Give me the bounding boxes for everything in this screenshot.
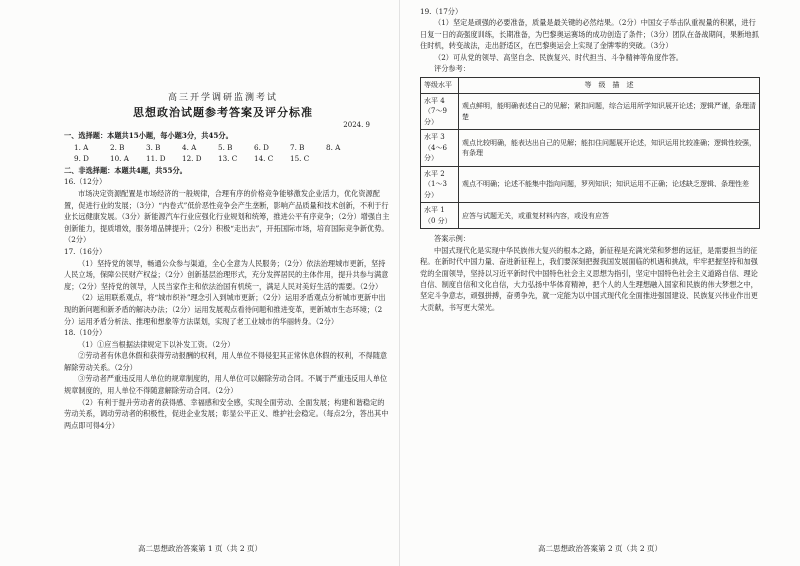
exam-date: 2024. 9 xyxy=(343,121,370,129)
level-name: 水平 1 xyxy=(424,206,445,215)
q17-answer-2: （2）运用联系观点，将“城市织补”理念引入到城市更新；（2分）运用矛盾观点分析城市更新中出现的新问题和新矛盾的解决办法；（2分）运用发展观点看待问题和推进变革，更新城市生态环境；（2分）运用矛盾分析法、推理和想象等方法谋划，实现了老工业城市的华丽转身。（2分） xyxy=(64,293,386,326)
rubric-desc: 观点不明确；论述不能集中指向问题，罗列知识；知识运用不正确；论述缺乏逻辑、条理性差 xyxy=(459,166,760,203)
mc-answer: 14. C xyxy=(254,154,274,164)
rubric-row xyxy=(421,203,760,229)
q16-answer: 市场决定资源配置是市场经济的一般规律，合理有序的价格竞争能够激发企业活力，优化资源配置，促进行业的发展；（3分）“内卷式”低价恶性竞争会产生垄断，影响产品质量和技术创新，不利于行业长远健康发展。（3分）新能源汽车行业应强化行业规划和统筹，推进公平有序竞争；（2分）增强自主创新能力，提质增效，服务增品牌提升；（2分）积极“走出去”，开拓国际市场，培育国际竞争新优势。（2分） xyxy=(64,188,390,245)
sample-answer: 中国式现代化是实现中华民族伟大复兴的根本之路，新征程是充满光荣和梦想的远征，是需要担当的征程。在新时代中国力量、奋进新征程上，我们要深刻把握我国发展面临的机遇和挑战，牢牢把握坚持和加强党的全面领导，坚持以习近平新时代中国特色社会主义思想为指引，坚定中国特色社会主义道路自信、理论自信、制度自信和文化自信，大力弘扬中华体育精神，把个人的人生理想融入国家和民族的伟大梦想之中，坚定斗争意志，顽强拼搏，奋勇争先，就一定能为以中国式现代化全面推进强国建设、民族复兴伟业作出更大贡献，书写更大荣光。 xyxy=(420,245,758,312)
rubric-level xyxy=(421,130,459,167)
mc-answer: 8. A xyxy=(326,142,341,152)
level-name: 水平 2 xyxy=(424,169,445,178)
level-score: （0 分） xyxy=(424,216,452,225)
q18-answer-2: ②劳动者有休息休假和获得劳动报酬的权利，用人单位不得侵犯其正常休息休假的权利，不得随意解除劳动关系。（2分） xyxy=(64,351,388,372)
level-name: 水平 4 xyxy=(424,96,445,105)
q17-label: 17.（16分） xyxy=(64,246,107,256)
level-score: （7～9 分） xyxy=(424,107,447,126)
mc-answer: 1. A xyxy=(74,142,89,152)
mc-answers-row-1 xyxy=(64,142,390,154)
page1-content xyxy=(64,130,390,431)
mc-answer: 15. C xyxy=(290,154,310,164)
mc-answer: 10. A xyxy=(110,154,129,164)
mc-answer: 6. D xyxy=(254,142,269,152)
answer-page-2 xyxy=(400,0,800,566)
q19-label: 19.（17分） xyxy=(420,7,463,16)
q18-answer-1: （1）①应当根据法律规定下以补发工资。（2分） xyxy=(78,339,235,349)
rubric-desc: 观点鲜明，能明确表述自己的见解；紧扣问题，综合运用所学知识展开论述；逻辑严谨，条理清楚 xyxy=(459,93,760,130)
rubric-table xyxy=(420,77,760,229)
page2-footer: 高二思想政治答案第 2 页（共 2 页） xyxy=(537,544,663,553)
exam-title: 高三开学调研监测考试 xyxy=(167,93,278,103)
mc-answer: 2. B xyxy=(110,142,125,152)
q19-answer-1: （1）坚定是顽强的必要准备，质量是最关键的必然结果。（2分）中国女子举击队重视量的积累，进行日复一日的高强度训练，长期准备，为巴黎奥运赛场的成功创造了条件；（3分）团队在备战期间，果断地抓住时机，转变战法，走出舒适区，在巴黎奥运会上实现了金牌零的突破。（3分） xyxy=(420,18,759,51)
page1-footer: 高二思想政治答案第 1 页（共 2 页） xyxy=(137,544,263,553)
rubric-level xyxy=(421,166,459,203)
mc-answer: 12. D xyxy=(182,154,202,164)
rubric-row xyxy=(421,166,760,203)
mc-answer: 9. D xyxy=(74,154,89,164)
q18-answer-3: ③劳动者严重违反用人单位的规章制度的，用人单位可以解除劳动合同。不属于严重违反用人单位规章制度的，用人单位不得随意解除劳动合同。（2分） xyxy=(64,374,388,396)
section2-heading: 二、非选择题：本题共4题，共55分。 xyxy=(64,165,187,175)
level-score: （1～3 分） xyxy=(424,180,447,199)
mc-answer: 3. B xyxy=(146,142,161,152)
rubric-header-desc: 等 级 描 述 xyxy=(459,78,760,94)
q19-answer-2: （2）可从党的领导、高坚自念、民族复兴、时代担当、斗争精神等角度作答。 xyxy=(434,52,683,62)
mc-answer: 5. B xyxy=(218,142,233,152)
mc-answers-row-2 xyxy=(64,153,390,165)
rubric-label: 评分参考： xyxy=(434,64,470,74)
rubric-level xyxy=(421,203,459,229)
rubric-header-row xyxy=(421,78,760,94)
mc-answer: 13. C xyxy=(218,154,238,164)
q18-label: 18.（10分） xyxy=(64,328,107,338)
rubric-header-level: 等级水平 xyxy=(421,78,459,94)
sample-label: 答案示例： xyxy=(434,234,470,244)
q16-label: 16.（12分） xyxy=(64,177,107,187)
section1-heading: 一、选择题：本题共15小题，每小题3分，共45分。 xyxy=(64,131,233,140)
level-score: （4～6 分） xyxy=(424,143,447,163)
rubric-desc: 观点比较明确，能表达出自己的见解；能扣住问题展开论述，知识运用比较准确；逻辑性较强，有条理 xyxy=(459,130,760,167)
rubric-desc: 应答与试题无关，或重复材料内容，或没有应答 xyxy=(459,203,760,229)
rubric-row xyxy=(421,93,760,130)
rubric-row xyxy=(421,130,760,167)
answer-title: 思想政治试题参考答案及评分标准 xyxy=(133,106,313,119)
level-name: 水平 3 xyxy=(424,133,445,142)
q17-answer-1: （1）坚持党的领导，畅通公众参与渠道，全心全意为人民服务；（2分）依法治理城市更新，坚持人民立场，保障公民财产权益；（2分）创新基层治理形式，充分发挥居民的主体作用，提升共参与满意度；（2分）坚持党的领导，人民当家作主和依法治国有机统一，满足人民对美好生活的需要。（2分） xyxy=(64,258,389,291)
mc-answer: 11. D xyxy=(146,154,166,164)
page2-content xyxy=(420,6,760,313)
q18-answer-4: （2）有利于提升劳动者的获得感、幸福感和安全感，实现全面劳动、全面发展；构建和谐稳定的劳动关系，调动劳动者的积极性，促进企业发展；彰显公平正义、维护社会稳定。（每点2分，答出其中两点即可得4分） xyxy=(64,397,389,430)
mc-answer: 7. B xyxy=(290,142,305,152)
rubric-level xyxy=(421,93,459,130)
mc-answer: 4. A xyxy=(182,142,197,152)
